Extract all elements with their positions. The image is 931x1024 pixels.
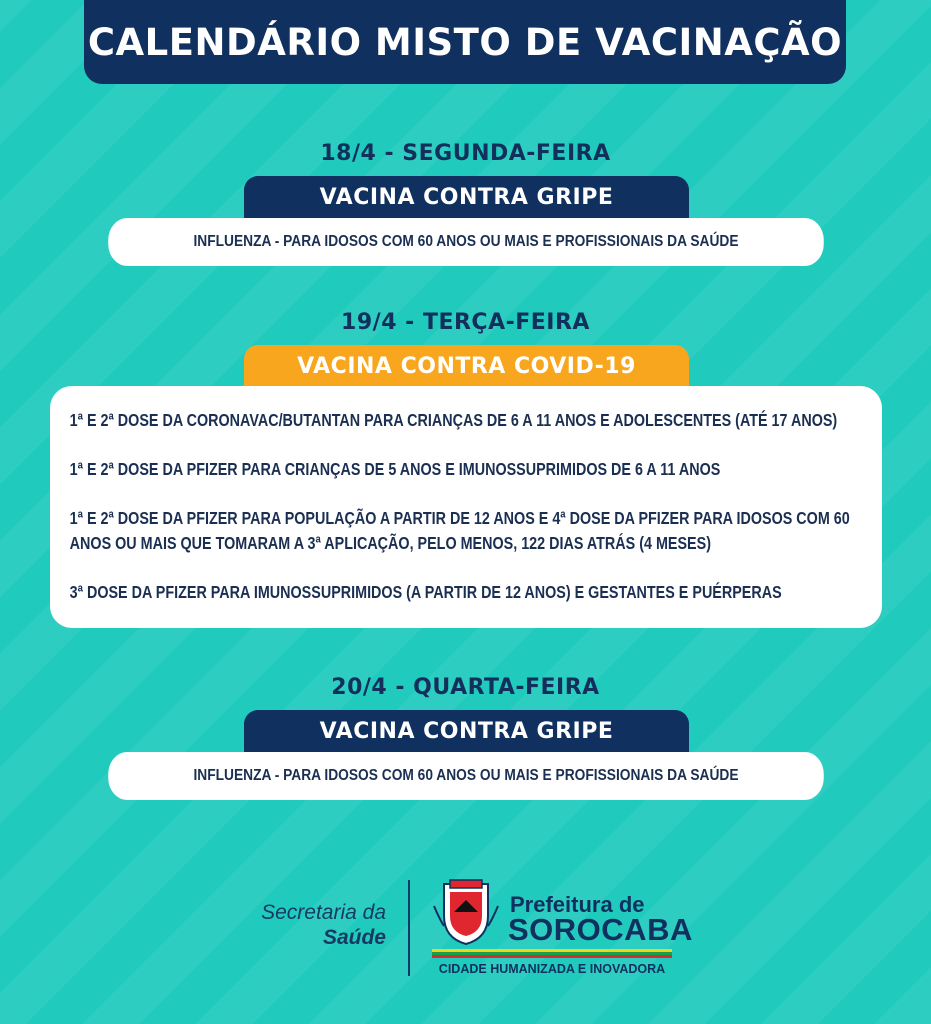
footer <box>0 872 931 982</box>
vaccine-tab-2: VACINA CONTRA COVID-19 <box>244 345 689 387</box>
vaccine-tab-3: VACINA CONTRA GRIPE <box>244 710 689 752</box>
page-title: CALENDÁRIO MISTO DE VACINAÇÃO <box>84 0 846 84</box>
info-card-3 <box>108 752 824 800</box>
city-name: SOROCABA <box>508 912 693 947</box>
secretaria-line1: Secretaria da <box>261 901 386 924</box>
day-heading-2: 19/4 - TERÇA-FEIRA <box>341 310 590 335</box>
secretaria-line2: Saúde <box>322 926 386 949</box>
flag-stripe <box>432 949 672 958</box>
info-item: 3ª DOSE DA PFIZER PARA IMUNOSSUPRIMIDOS (A PARTIR DE 12 ANOS) E GESTANTES E PUÉRPERAS <box>69 582 782 602</box>
city-crest-icon <box>430 876 502 948</box>
day-heading-1: 18/4 - SEGUNDA-FEIRA <box>320 141 611 166</box>
info-item: 1ª E 2ª DOSE DA PFIZER PARA POPULAÇÃO A PARTIR DE 12 ANOS E 4ª DOSE DA PFIZER PARA IDOSOS COM 60 ANOS OU MAIS QUE TOMARAM A 3ª APLICAÇÃO, PELO MENOS, 122 DIAS ATRÁS (4 MESES) <box>69 508 850 553</box>
prefeitura-label: Prefeitura de <box>510 892 645 917</box>
city-slogan: CIDADE HUMANIZADA E INOVADORA <box>438 962 666 976</box>
info-card-1 <box>108 218 824 266</box>
vaccine-tab-1: VACINA CONTRA GRIPE <box>244 176 689 218</box>
info-item: INFLUENZA - PARA IDOSOS COM 60 ANOS OU MAIS E PROFISSIONAIS DA SAÚDE <box>193 233 739 250</box>
info-item: 1ª E 2ª DOSE DA PFIZER PARA CRIANÇAS DE 5 ANOS E IMUNOSSUPRIMIDOS DE 6 A 11 ANOS <box>69 459 721 479</box>
secretaria-logo <box>261 900 386 950</box>
info-card-2 <box>50 386 882 628</box>
info-item: 1ª E 2ª DOSE DA CORONAVAC/BUTANTAN PARA CRIANÇAS DE 6 A 11 ANOS E ADOLESCENTES (ATÉ 17 ANOS) <box>69 410 838 430</box>
info-item: INFLUENZA - PARA IDOSOS COM 60 ANOS OU MAIS E PROFISSIONAIS DA SAÚDE <box>193 767 739 784</box>
day-heading-3: 20/4 - QUARTA-FEIRA <box>331 675 600 700</box>
footer-divider <box>408 880 410 976</box>
